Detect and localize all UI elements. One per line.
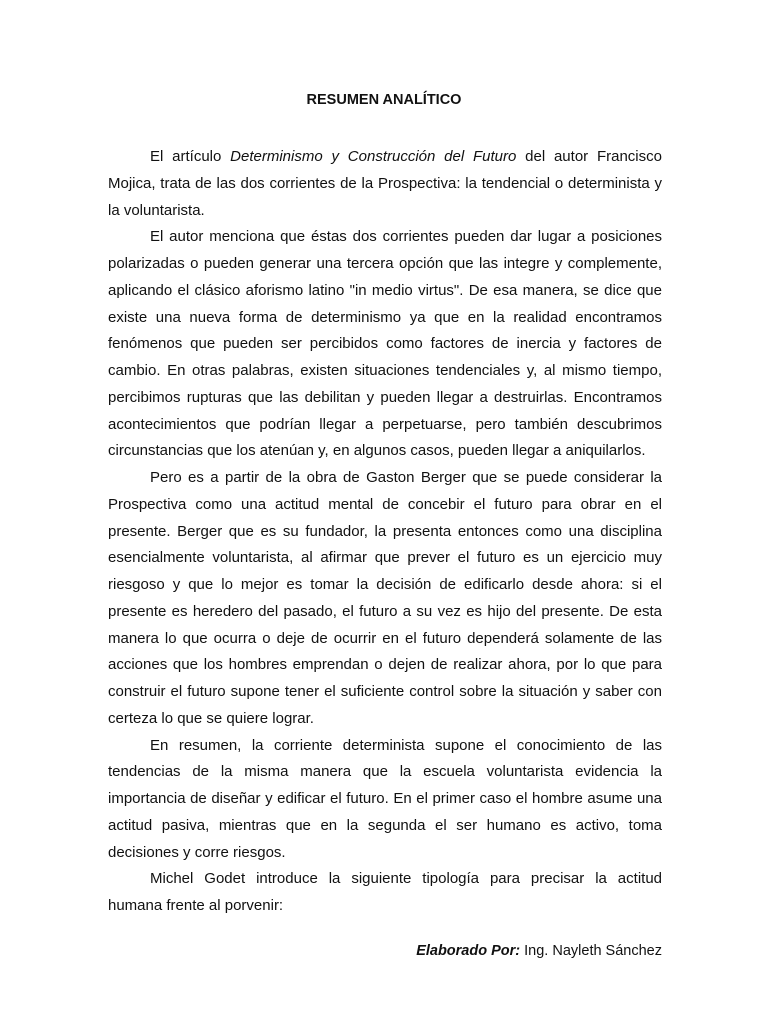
- text-line: circunstancias que los atenúan y, en algunos casos, pueden llegar a aniquilarlos.: [108, 442, 646, 460]
- text-line: presente es heredero del pasado, el futuro a su vez es hijo del presente. De esta: [108, 602, 662, 620]
- paragraph: [108, 224, 662, 465]
- author-name: Ing. Nayleth Sánchez: [520, 943, 662, 959]
- text-line: Michel Godet introduce la siguiente tipología para precisar la actitud: [150, 870, 662, 888]
- document-body: [108, 144, 662, 920]
- text-line: manera lo que ocurra o deje de ocurrir en el futuro dependerá solamente de las: [108, 629, 662, 647]
- text-line: construir el futuro supone tener el suficiente control sobre la situación y saber con: [108, 683, 662, 700]
- text-line: esencialmente voluntarista, al afirmar que prever el futuro es un ejercicio muy: [108, 549, 662, 567]
- text-line: importancia de diseñar y edificar el futuro. En el primer caso el hombre asume una: [108, 790, 662, 807]
- text-line: existe una nueva forma de determinismo ya que en la realidad encontramos: [108, 308, 662, 326]
- paragraph: [108, 144, 662, 224]
- text-line: certeza lo que se quiere lograr.: [108, 709, 314, 727]
- text-line: presente. Berger que es su fundador, la presenta entonces como una disciplina: [108, 522, 662, 540]
- text-line: El autor menciona que éstas dos corrientes pueden dar lugar a posiciones: [150, 228, 662, 246]
- text-line: Pero es a partir de la obra de Gaston Berger que se puede considerar la: [150, 469, 662, 486]
- text-line: polarizadas o pueden generar una tercera opción que las integre y complemente,: [108, 255, 662, 272]
- author-credit: [416, 943, 662, 959]
- text-line: aplicando el clásico aforismo latino "in medio virtus". De esa manera, se dice que: [108, 281, 662, 299]
- text-line: [108, 144, 662, 171]
- text-line: riesgoso y que lo mejor es tomar la decisión de edificarlo desde ahora: si el: [108, 576, 662, 593]
- paragraph: [108, 465, 662, 733]
- text-segment: El artículo: [150, 148, 231, 165]
- text-line: Prospectiva como una actitud mental de concebir el futuro para obrar en el: [108, 495, 662, 513]
- text-line: decisiones y corre riesgos.: [108, 843, 286, 861]
- text-segment: del autor Francisco: [516, 148, 662, 165]
- article-title-italic: Determinismo y Construcción del Futuro: [230, 148, 517, 165]
- text-line: En resumen, la corriente determinista supone el conocimiento de las: [150, 736, 662, 754]
- paragraph: [108, 733, 662, 867]
- document-title: RESUMEN ANALÍTICO: [306, 92, 462, 108]
- paragraph: [108, 866, 662, 920]
- text-line: fenómenos que pueden ser percibidos como factores de inercia y factores de: [108, 335, 662, 353]
- text-line: cambio. En otras palabras, existen situaciones tendenciales y, al mismo tiempo,: [108, 362, 662, 379]
- text-line: Mojica, trata de las dos corrientes de la Prospectiva: la tendencial o determinista y: [108, 174, 662, 192]
- text-line: la voluntarista.: [108, 201, 205, 219]
- author-credit-label: Elaborado Por:: [416, 943, 521, 959]
- text-line: humana frente al porvenir:: [108, 897, 284, 914]
- text-line: percibimos rupturas que las debilitan y pueden llegar a destruirlas. Encontramos: [108, 388, 662, 406]
- text-line: tendencias de la misma manera que la escuela voluntarista evidencia la: [108, 763, 662, 781]
- text-line: acciones que los hombres emprendan o dejen de realizar ahora, por lo que para: [108, 656, 662, 674]
- text-line: acontecimientos que podrían llegar a perpetuarse, pero también descubrimos: [108, 415, 662, 433]
- text-line: actitud pasiva, mientras que en la segunda el ser humano es activo, toma: [108, 816, 662, 834]
